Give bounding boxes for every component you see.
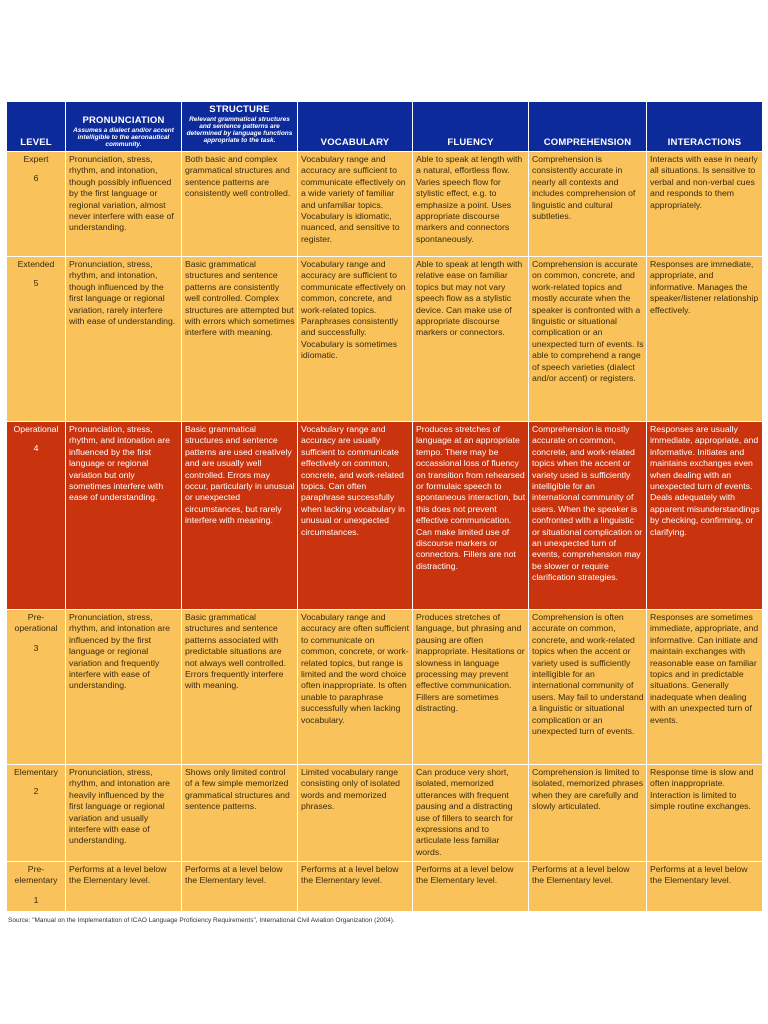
vocabulary-cell: Vocabulary range and accuracy are sufficient to communicate effectively on common, concrete, and work-related topics. Paraphrases consistently and successfully. Vocabulary is sometimes idiomatic. [298, 257, 413, 422]
proficiency-rating-table [6, 101, 763, 912]
header-row [7, 102, 763, 152]
level-number: 1 [33, 894, 39, 905]
level-name: Elementary [14, 767, 58, 777]
level-cell [7, 152, 66, 257]
fluency-cell: Performs at a level below the Elementary level. [413, 862, 529, 912]
comprehension-cell: Comprehension is mostly accurate on common, concrete, and work-related topics when the accent or variety used is sufficiently intelligible for an international community of users. When the speaker is confronted with a linguistic or situational complication or an unexpected turn of events, comprehension may be slower or require clarification strategies. [529, 422, 647, 610]
fluency-cell: Able to speak at length with relative ease on familiar topics but may not vary speech flow as a stylistic device. Can make use of appropriate discourse markers or connectors. [413, 257, 529, 422]
structure-header-note: Relevant grammatical structures and sentence patterns are determined by language functions appropriate to the task. [186, 116, 293, 144]
interactions-cell: Responses are immediate, appropriate, and informative. Manages the speaker/listener relationship effectively. [647, 257, 763, 422]
structure-cell: Basic grammatical structures and sentence patterns are used creatively and are usually well controlled. Errors may occur, particularly in unusual or unexpected circumstances, but rarely interfere with meaning. [182, 422, 298, 610]
level-number: 5 [33, 278, 39, 289]
pronunciation-header [66, 102, 182, 152]
row-extended [7, 257, 763, 422]
pronunciation-cell: Performs at a level below the Elementary level. [66, 862, 182, 912]
vocabulary-cell: Vocabulary range and accuracy are usually sufficient to communicate effectively on common, concrete, and work-related topics. Can often paraphrase successfully when lacking vocabulary in unusual or unexpected circumstances. [298, 422, 413, 610]
comprehension-cell: Comprehension is consistently accurate in nearly all contexts and includes comprehension of linguistic and cultural subtleties. [529, 152, 647, 257]
comprehension-header: COMPREHENSION [529, 102, 647, 152]
row-operational [7, 422, 763, 610]
level-cell [7, 862, 66, 912]
comprehension-cell: Comprehension is accurate on common, concrete, and work-related topics and mostly accurate when the speaker is confronted with a linguistic or situational complication or an unexpected turn of events. Is able to comprehend a range of speech varieties (dialect and/or accent) or registers. [529, 257, 647, 422]
pronunciation-cell: Pronunciation, stress, rhythm, and intonation are heavily influenced by the first language or regional variation and usually interfere with ease of understanding. [66, 765, 182, 862]
vocabulary-cell: Vocabulary range and accuracy are sufficient to communicate effectively on a wide variety of familiar and unfamiliar topics. Vocabulary is idiomatic, nuanced, and sensitive to register. [298, 152, 413, 257]
structure-header [182, 102, 298, 152]
level-name: Pre-elementary [14, 864, 58, 886]
interactions-cell: Interacts with ease in nearly all situations. Is sensitive to verbal and non-verbal cues and responds to them appropriately. [647, 152, 763, 257]
level-cell [7, 422, 66, 610]
comprehension-cell: Comprehension is often accurate on common, concrete, and work-related topics when the accent or variety used is sufficiently intelligible for an international community of users. May fail to understand a linguistic or situational complication or an unexpected turn of events. [529, 610, 647, 765]
structure-header-title: STRUCTURE [209, 104, 270, 115]
pronunciation-cell: Pronunciation, stress, rhythm, and intonation, though influenced by the first language or regional variation, rarely interfere with ease of understanding. [66, 257, 182, 422]
vocabulary-cell: Performs at a level below the Elementary level. [298, 862, 413, 912]
level-number: 6 [33, 173, 39, 184]
level-name: Operational [13, 424, 59, 434]
fluency-cell: Able to speak at length with a natural, effortless flow. Varies speech flow for stylistic effect, e.g. to emphasize a point. Uses appropriate discourse markers and connectors spontaneously. [413, 152, 529, 257]
interactions-header: INTERACTIONS [647, 102, 763, 152]
row-expert [7, 152, 763, 257]
vocabulary-cell: Limited vocabulary range consisting only of isolated words and memorized phrases. [298, 765, 413, 862]
level-number: 3 [33, 642, 39, 653]
level-cell [7, 257, 66, 422]
structure-cell: Shows only limited control of a few simple memorized grammatical structures and sentence patterns. [182, 765, 298, 862]
level-number: 4 [33, 443, 39, 454]
interactions-cell: Responses are sometimes immediate, appropriate, and informative. Can initiate and maintain exchanges with reasonable ease on familiar topics and in predictable situations. Generally inadequate when dealing with an unexpected turn of events. [647, 610, 763, 765]
fluency-cell: Produces stretches of language, but phrasing and pausing are often inappropriate. Hesitations or slowness in language processing may prevent effective communication. Fillers are sometimes distracting. [413, 610, 529, 765]
pronunciation-cell: Pronunciation, stress, rhythm, and intonation are influenced by the first language or regional variation and frequently interfere with ease of understanding. [66, 610, 182, 765]
level-name: Pre-operational [14, 612, 58, 634]
interactions-cell: Responses are usually immediate, appropriate, and informative. Initiates and maintains exchanges even when dealing with an unexpected turn of events. Deals adequately with apparent misunderstandings by checking, confirming, or clarifying. [647, 422, 763, 610]
pronunciation-cell: Pronunciation, stress, rhythm, and intonation are influenced by the first language or regional variation but only sometimes interfere with ease of understanding. [66, 422, 182, 610]
structure-cell: Basic grammatical structures and sentence patterns are consistently well controlled. Complex structures are attempted but with errors which sometimes interfere with meaning. [182, 257, 298, 422]
source-citation: Source: "Manual on the Implementation of ICAO Language Proficiency Requirements", International Civil Aviation Organization (2004). [8, 917, 395, 924]
level-name: Expert [23, 154, 49, 164]
pronunciation-header-note: Assumes a dialect and/or accent intelligible to the aeronautical community. [73, 127, 174, 148]
level-number: 2 [33, 786, 39, 797]
level-name: Extended [17, 259, 55, 269]
vocabulary-cell: Vocabulary range and accuracy are often sufficient to communicate on common, concrete, or work-related topics, but range is limited and the word choice often inappropriate. Is often unable to paraphrase successfully when lacking vocabulary. [298, 610, 413, 765]
interactions-cell: Response time is slow and often inappropriate. Interaction is limited to simple routine exchanges. [647, 765, 763, 862]
structure-cell: Performs at a level below the Elementary level. [182, 862, 298, 912]
fluency-cell: Can produce very short, isolated, memorized utterances with frequent pausing and a distracting use of fillers to search for expressions and to articulate less familiar words. [413, 765, 529, 862]
interactions-cell: Performs at a level below the Elementary level. [647, 862, 763, 912]
fluency-header: FLUENCY [413, 102, 529, 152]
level-cell [7, 610, 66, 765]
level-cell [7, 765, 66, 862]
pronunciation-header-title: PRONUNCIATION [82, 115, 165, 126]
comprehension-cell: Performs at a level below the Elementary level. [529, 862, 647, 912]
structure-cell: Both basic and complex grammatical structures and sentence patterns are consistently well controlled. [182, 152, 298, 257]
row-pre-elementary [7, 862, 763, 912]
level-header: LEVEL [7, 102, 66, 152]
row-elementary [7, 765, 763, 862]
vocabulary-header: VOCABULARY [298, 102, 413, 152]
structure-cell: Basic grammatical structures and sentence patterns associated with predictable situations are not always well controlled. Errors frequently interfere with meaning. [182, 610, 298, 765]
fluency-cell: Produces stretches of language at an appropriate tempo. There may be occassional loss of fluency on transition from rehearsed or formulaic speech to spontaneous interaction, but this does not prevent effective communication. Can make limited use of discourse markers or connectors. Fillers are not distracting. [413, 422, 529, 610]
comprehension-cell: Comprehension is limited to isolated, memorized phrases when they are carefully and slowly articulated. [529, 765, 647, 862]
row-pre-operational [7, 610, 763, 765]
pronunciation-cell: Pronunciation, stress, rhythm, and intonation, though possibly influenced by the first language or regional variation, almost never interfere with ease of understanding. [66, 152, 182, 257]
